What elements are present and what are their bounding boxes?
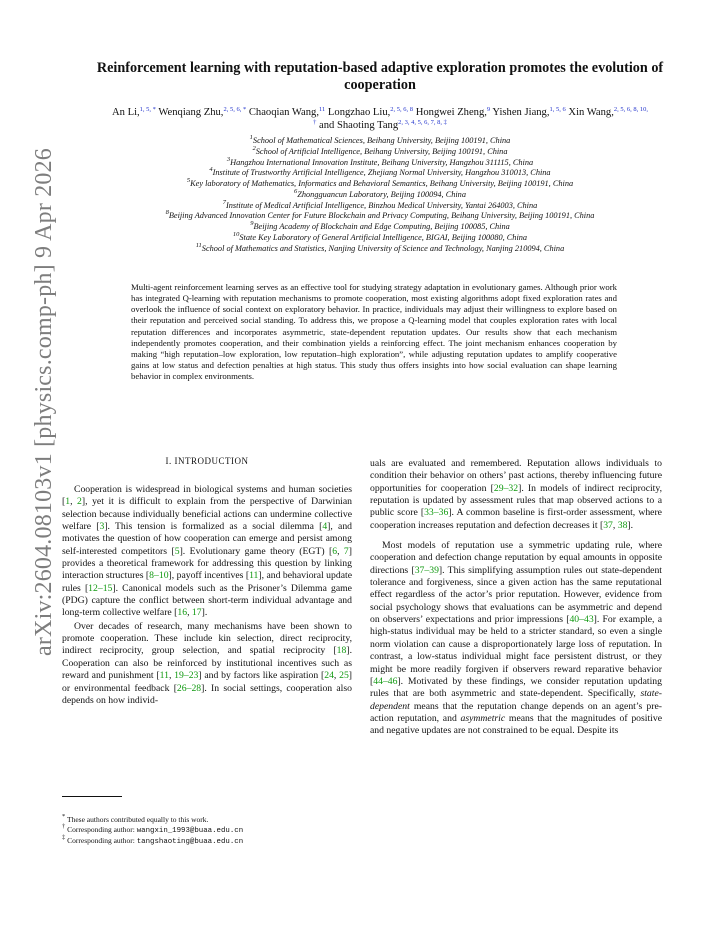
affiliation-line [50, 179, 710, 190]
emphasis: state-dependent [370, 688, 662, 712]
affiliation-line [50, 187, 710, 201]
paragraph [62, 621, 352, 707]
section-heading-introduction: I. INTRODUCTION [165, 456, 249, 466]
affiliation-line [50, 136, 710, 147]
text-run: means that the magnitudes of positive and negative updates are not constrained to be equal. Despite its [370, 712, 662, 737]
author-affiliation-marks[interactable]: 1, 5, * [139, 106, 156, 113]
text-run: ]. This tension is formalized as a social dilemma [ [104, 521, 323, 533]
text-run: ] or environmental feedback [ [62, 670, 353, 694]
citation-link[interactable]: 8–10 [149, 570, 169, 582]
affiliation-text: Beijing Academy of Blockchain and Edge Computing, Beijing 100085, China [253, 222, 510, 231]
affiliation-text: Hangzhou International Innovation Institute, Beihang University, Hangzhou 311115, China [230, 157, 534, 167]
body-column-right [370, 458, 662, 738]
text-run: ]. Cooperation can also be reinforced by institutional incentives such as reward and punishment [ [62, 645, 352, 682]
author-name: and Shaoting Tang [319, 120, 399, 131]
text-run: ]. In social settings, cooperation also depends on how individ- [62, 682, 352, 706]
author-name: Wenqiang Zhu, [158, 107, 224, 118]
text-run: ], and behavioral update rules [ [62, 570, 352, 594]
affiliation-number: 2 [252, 144, 256, 152]
citation-link[interactable]: 2 [77, 496, 82, 508]
footnote-mark: † [62, 823, 66, 830]
footnote-rule [62, 796, 122, 797]
text-run: ], yet it is difficult to explain from the perspective of Darwinian selection because individually beneficial actions can undermine collective welfare [ [62, 496, 353, 533]
citation-link[interactable]: 38 [617, 519, 628, 531]
text-run: , [337, 545, 344, 557]
affiliation-number: 1 [249, 134, 253, 141]
footnote-mark: * [62, 813, 66, 820]
citation-link[interactable]: 3 [99, 521, 105, 533]
footnote-text: Corresponding author: [67, 825, 137, 834]
citation-link[interactable]: 37–39 [414, 564, 439, 576]
text-run: ] provides a theoretical framework for addressing this question by linking interaction structures [ [62, 545, 352, 582]
text-run: Over decades of research, many mechanisms have been shown to promote cooperation. These include kin selection, direct reciprocity, indirect reciprocity, group selection, and spatial reciprocity [ [62, 620, 352, 657]
text-run: ]. This simplifying assumption rules out state-dependent tolerance and forgiveness, since a given action has the same reputational effect regardless of the actor’s prior reputation. However, evidence from social psychology shows that evaluations can be asymmetric and depend on observers’ expectations and prior impressions [ [370, 564, 663, 626]
affiliation-line [50, 144, 710, 158]
abstract: Multi-agent reinforcement learning serves as an effective tool for studying strategy adaptation in evolutionary games. Although prior work has integrated Q-learning with reputation mechanisms to promote cooperation, most existing algorithms adopt fixed exploration rates and overlook the influence of social context on exploratory behavior. In practice, individuals may adjust their willingness to explore based on their reputation and perceived social standing. To address this, we propose a Q-learning model that couples exploration rates with local reputation differences and incorporates asymmetric, state-dependent reputation updates. Our results show that each mechanism independently promotes cooperation, and their combination yields a reinforcing effect. The joint mechanism enhances cooperation by making “high reputation–low exploration, low reputation–high exploration”, while adjusting reputation updates to amplify cooperative gains at low status and defection penalties at high status. This study thus offers insights into how social evaluation can shape learning behavior in complex environments. [131, 282, 617, 382]
author-affiliation-marks[interactable]: 9 [486, 106, 491, 113]
citation-link[interactable]: 26–28 [176, 682, 202, 694]
text-run: , [187, 607, 192, 619]
text-run: ]. A common baseline is first-order assessment, where cooperation increases reputation and defection decreases it [ [370, 507, 662, 531]
footnote-text: Corresponding author: [67, 836, 137, 845]
footnote-text: These authors contributed equally to this work. [67, 815, 209, 824]
text-run: , [168, 670, 175, 682]
author-list [110, 106, 650, 132]
footnotes [62, 815, 362, 847]
paragraph [370, 540, 662, 738]
affiliation-text: Institute of Medical Artificial Intelligence, Binzhou Medical University, Yantai 264003, China [225, 200, 538, 210]
affiliation-text: State Key Laboratory of General Artificial Intelligence, BIGAI, Beijing 100080, China [239, 232, 528, 242]
citation-link[interactable]: 1 [65, 496, 71, 508]
affiliation-text: Beijing Advanced Innovation Center for Future Blockchain and Privacy Computing, Beihang University, Beijing 100191, China [168, 211, 595, 221]
affiliation-text: Key laboratory of Mathematics, Informatics and Behavioral Semantics, Beihang University, Beijing 100191, China [190, 179, 574, 188]
affiliation-line [50, 222, 710, 233]
affiliation-text: Zhongguancun Laboratory, Beijing 100094, China [297, 189, 466, 199]
author-affiliation-marks[interactable]: 2, 5, 6, 8, 10, † [313, 106, 648, 126]
body-column-left [62, 484, 352, 707]
citation-link[interactable]: 5 [174, 545, 180, 557]
affiliation-number: 8 [165, 209, 169, 217]
citation-link[interactable]: 16 [177, 607, 188, 619]
footnote-email[interactable]: tangshaoting@buaa.edu.cn [136, 838, 244, 846]
text-run: Most models of reputation use a symmetric updating rule, where cooperation and defection change reputation by equal amounts in opposite directions [ [370, 540, 662, 576]
affiliation-line [50, 230, 710, 244]
author-name: An Li, [112, 107, 140, 118]
affiliation-number: 9 [250, 220, 254, 227]
text-run: ]. [627, 519, 634, 531]
paragraph [62, 484, 352, 620]
author-name: Longzhao Liu, [327, 107, 391, 118]
affiliation-number: 10 [232, 230, 240, 238]
citation-link[interactable]: 44–46 [373, 675, 398, 687]
citation-link[interactable]: 33–36 [424, 507, 449, 519]
citation-link[interactable]: 11 [159, 670, 169, 682]
affiliation-text: School of Mathematics and Statistics, Nanjing University of Science and Technology, Nanjing 210094, China [201, 243, 565, 253]
citation-link[interactable]: 6 [332, 545, 338, 557]
affiliation-number: 4 [209, 166, 213, 174]
text-run: ]. Evolutionary game theory (EGT) [ [179, 545, 333, 557]
author-name: Xin Wang, [568, 107, 614, 118]
footnote-email[interactable]: wangxin_1993@buaa.edu.cn [136, 827, 244, 835]
affiliation-line [50, 211, 710, 222]
text-run: ]. Motivated by these findings, we consider reputation updating rules that are both asymmetric and state-dependent. Specifically, [370, 675, 662, 700]
citation-link[interactable]: 29–32 [493, 482, 519, 494]
citation-link[interactable]: 11 [249, 570, 259, 582]
citation-link[interactable]: 17 [191, 607, 202, 619]
citation-link[interactable]: 37 [603, 519, 613, 531]
author-name: Chaoqian Wang, [248, 107, 319, 118]
footnote-mark: ‡ [62, 834, 66, 841]
author-name: Hongwei Zheng, [415, 107, 487, 118]
affiliation-number: 5 [186, 177, 191, 184]
author-affiliation-marks[interactable]: 2, 3, 4, 5, 6, 7, 8, ‡ [398, 119, 447, 126]
author-affiliation-marks[interactable]: 11 [319, 106, 326, 113]
citation-link[interactable]: 25 [339, 670, 349, 682]
paper-title: Reinforcement learning with reputation-based adaptive exploration promotes the evolution of cooperation [96, 60, 664, 93]
affiliation-number: 7 [222, 198, 226, 206]
text-run: uals are evaluated and remembered. Reputation allows individuals to condition their behavior on others’ past actions, thereby influencing future opportunities for cooperation [ [370, 458, 662, 494]
text-run: ]. In models of indirect reciprocity, reputation is updated by assessment rules that map observed actions to a public score [ [370, 482, 663, 519]
affiliation-text: School of Artificial Intelligence, Beihang University, Beijing 100191, China [255, 146, 508, 156]
affiliation-line [50, 198, 710, 212]
citation-link[interactable]: 12–15 [88, 582, 113, 594]
paragraph [370, 458, 662, 532]
text-run: means that the reputation change depends on an agent’s pre-action reputation, and [370, 700, 662, 724]
affiliation-number: 6 [294, 187, 298, 195]
affiliation-text: Institute of Trustworthy Artificial Intelligence, Zhejiang Normal University, Hangzhou 310013, China [212, 168, 551, 178]
arxiv-identifier: arXiv:2604.08103v1 [physics.comp-ph] 9 Apr 2026 [31, 147, 57, 656]
affiliation-text: School of Mathematical Sciences, Beihang University, Beijing 100191, China [252, 136, 511, 145]
text-run: , [70, 496, 78, 508]
citation-link[interactable]: 7 [343, 545, 349, 557]
author-affiliation-marks[interactable]: 1, 5, 6 [549, 106, 566, 113]
text-run: Cooperation is widespread in biological systems and human societies [ [62, 484, 352, 508]
text-run: ], payoff incentives [ [168, 570, 250, 582]
footnote [62, 815, 362, 825]
author-affiliation-marks[interactable]: 2, 5, 6, 8 [390, 106, 414, 113]
footnote [62, 825, 362, 836]
text-run: ], and motivates the question of how cooperation can emerge and persist among self-interested competitors [ [62, 521, 353, 557]
text-run: , [612, 519, 618, 531]
emphasis: asymmetric [460, 712, 506, 724]
citation-link[interactable]: 24 [324, 670, 334, 682]
text-run: , [333, 670, 340, 682]
affiliation-number: 3 [226, 155, 231, 163]
affiliation-number: 11 [195, 241, 202, 249]
text-run: ]. [201, 607, 208, 619]
author-name: Yishen Jiang, [492, 107, 550, 118]
citation-link[interactable]: 18 [336, 645, 347, 657]
affiliation-line [50, 241, 710, 255]
citation-link[interactable]: 19–23 [174, 670, 199, 682]
text-run: ]. For example, a high-status individual may be held to a stricter standard, so even a single norm violation can cause a disproportionately large loss of reputation. In contrast, a low-status individual might face persistent distrust, or they might be more readily forgiven if observers reward reparative behavior [ [370, 614, 663, 687]
affiliation-list [50, 136, 710, 254]
author-affiliation-marks[interactable]: 2, 5, 6, * [223, 106, 247, 113]
footnote [62, 836, 362, 847]
affiliation-line [50, 168, 710, 179]
text-run: ]. Canonical models such as the Prisoner’s Dilemma game (PDG) capture the conflict between short-term individual advantage and long-term collective welfare [ [62, 582, 352, 619]
citation-link[interactable]: 40–43 [569, 614, 594, 626]
affiliation-line [50, 155, 710, 169]
citation-link[interactable]: 4 [322, 521, 328, 533]
text-run: ] and by factors like aspiration [ [198, 670, 325, 682]
